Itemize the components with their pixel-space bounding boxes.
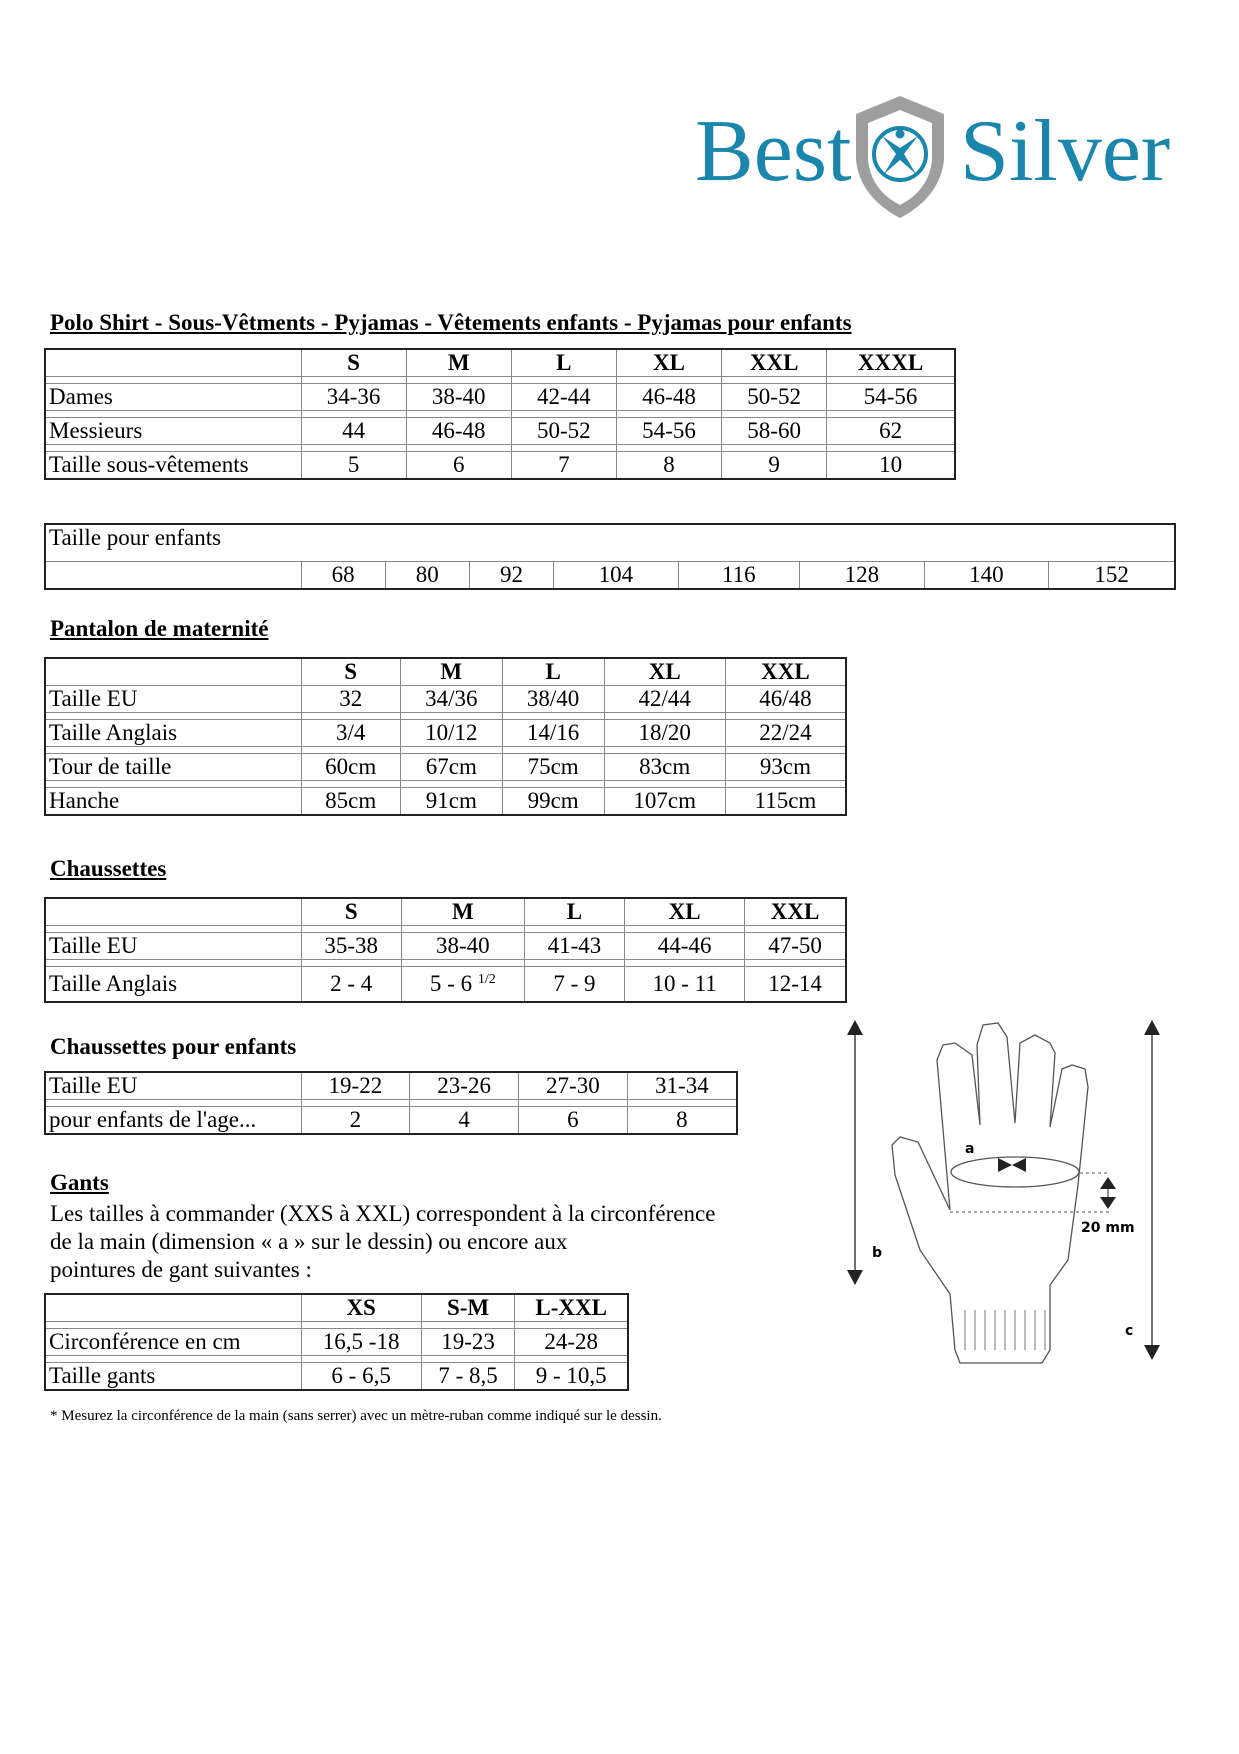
table-cell: 104 <box>554 562 679 590</box>
size-header: XL <box>625 898 745 926</box>
table-cell: 67cm <box>400 754 502 781</box>
table-cell: 140 <box>924 562 1049 590</box>
table-cell: 54-56 <box>827 384 955 411</box>
table-row <box>45 1072 737 1100</box>
table-row <box>45 418 955 445</box>
table-cell: 42/44 <box>604 686 725 713</box>
table-cell: 47-50 <box>745 933 846 960</box>
table-cell: 9 <box>722 452 827 480</box>
row-label: Hanche <box>45 788 301 816</box>
maternity-section-title: Pantalon de maternité <box>50 616 269 641</box>
table-header-row <box>45 349 955 377</box>
size-header: XL <box>616 349 721 377</box>
table-cell: 27-30 <box>519 1072 628 1100</box>
table-cell: 2 <box>301 1107 410 1135</box>
table-cell: 23-26 <box>410 1072 519 1100</box>
dimension-a-label: a <box>965 1141 975 1157</box>
table-row <box>45 686 846 713</box>
gloves-footnote: * Mesurez la circonférence de la main (sans serrer) avec un mètre-ruban comme indiqué sur le dessin. <box>50 1408 662 1424</box>
table-header-row <box>45 1294 628 1322</box>
table-cell: 85cm <box>301 788 400 816</box>
row-label: Circonférence en cm <box>45 1329 301 1356</box>
size-header: S <box>301 898 401 926</box>
gloves-section-title: Gants <box>50 1170 109 1195</box>
table-cell: 35-38 <box>301 933 401 960</box>
table-cell: 19-22 <box>301 1072 410 1100</box>
table-header-row <box>45 898 846 926</box>
table-cell: 107cm <box>604 788 725 816</box>
table-cell: 38-40 <box>401 933 524 960</box>
row-label: Taille EU <box>45 1072 301 1100</box>
table-cell: 32 <box>301 686 400 713</box>
size-header: L <box>511 349 616 377</box>
table-cell: 60cm <box>301 754 400 781</box>
shield-icon <box>850 92 950 222</box>
size-header: L-XXL <box>515 1294 628 1322</box>
corner-cell <box>45 349 301 377</box>
table-cell: 75cm <box>502 754 604 781</box>
table-cell: 2 - 4 <box>301 967 401 1003</box>
table-row <box>45 452 955 480</box>
table-row <box>45 754 846 781</box>
table-cell: 10 <box>827 452 955 480</box>
size-header: XS <box>301 1294 421 1322</box>
table-row <box>45 384 955 411</box>
glove-outline-icon <box>892 1023 1088 1363</box>
table-cell: 3/4 <box>301 720 400 747</box>
row-label: Taille EU <box>45 686 301 713</box>
row-label: Taille Anglais <box>45 967 301 1003</box>
table-row <box>45 788 846 816</box>
table-cell: 50-52 <box>511 418 616 445</box>
polo-size-table <box>44 348 956 480</box>
table-cell: 10/12 <box>400 720 502 747</box>
gloves-description <box>50 1200 850 1284</box>
table-cell: 22/24 <box>725 720 846 747</box>
size-header: S <box>301 349 406 377</box>
size-header: XXL <box>725 658 846 686</box>
table-cell: 19-23 <box>421 1329 515 1356</box>
table-row <box>45 967 846 1003</box>
table-cell: 34-36 <box>301 384 406 411</box>
size-header: XXXL <box>827 349 955 377</box>
table-cell: 92 <box>469 562 553 590</box>
row-label: Dames <box>45 384 301 411</box>
table-cell: 6 - 6,5 <box>301 1363 421 1391</box>
size-header: M <box>406 349 511 377</box>
row-label: Taille EU <box>45 933 301 960</box>
table-cell: 14/16 <box>502 720 604 747</box>
table-row <box>45 1329 628 1356</box>
table-cell: 91cm <box>400 788 502 816</box>
table-cell: 38-40 <box>406 384 511 411</box>
maternity-size-table <box>44 657 847 816</box>
table-cell: 8 <box>616 452 721 480</box>
row-label: pour enfants de l'age... <box>45 1107 301 1135</box>
kids-socks-section-title: Chaussettes pour enfants <box>50 1034 297 1059</box>
size-header: S-M <box>421 1294 515 1322</box>
kids-socks-size-table <box>44 1071 738 1135</box>
table-cell: 58-60 <box>722 418 827 445</box>
table-row <box>45 562 1175 590</box>
table-cell: 83cm <box>604 754 725 781</box>
fraction-superscript: 1/2 <box>477 972 496 987</box>
table-cell: 7 <box>511 452 616 480</box>
size-header: L <box>524 898 624 926</box>
table-cell: 46/48 <box>725 686 846 713</box>
offset-label: 20 mm <box>1081 1220 1135 1236</box>
table-row <box>45 720 846 747</box>
row-label: Taille gants <box>45 1363 301 1391</box>
table-cell: 128 <box>800 562 925 590</box>
description-line: Les tailles à commander (XXS à XXL) correspondent à la circonférence <box>50 1201 716 1226</box>
description-line: de la main (dimension « a » sur le dessin) ou encore aux <box>50 1229 568 1254</box>
row-label: Tour de taille <box>45 754 301 781</box>
dimension-b-label: b <box>872 1245 883 1261</box>
table-cell: 4 <box>410 1107 519 1135</box>
arrow-icons <box>847 1020 1160 1360</box>
size-header: M <box>401 898 524 926</box>
table-cell-text: 5 - 6 <box>429 971 473 996</box>
table-cell: 18/20 <box>604 720 725 747</box>
table-cell: 31-34 <box>627 1072 737 1100</box>
glove-measurement-diagram <box>840 1005 1180 1385</box>
table-cell: 8 <box>627 1107 737 1135</box>
table-cell: 152 <box>1049 562 1175 590</box>
size-header: XXL <box>745 898 846 926</box>
polo-section-title: Polo Shirt - Sous-Vêtments - Pyjamas - Vêtements enfants - Pyjamas pour enfants <box>50 310 852 335</box>
table-cell: 7 - 8,5 <box>421 1363 515 1391</box>
row-label: Taille pour enfants <box>49 525 222 550</box>
table-cell: 6 <box>519 1107 628 1135</box>
table-cell: 68 <box>301 562 385 590</box>
socks-size-table <box>44 897 847 1003</box>
measure-guide-lines <box>950 1173 1110 1212</box>
table-cell: 9 - 10,5 <box>515 1363 628 1391</box>
row-label: Messieurs <box>45 418 301 445</box>
table-cell: 46-48 <box>616 384 721 411</box>
gloves-size-table <box>44 1293 629 1391</box>
table-cell: 46-48 <box>406 418 511 445</box>
size-header: L <box>502 658 604 686</box>
table-cell: 41-43 <box>524 933 624 960</box>
size-header: XL <box>604 658 725 686</box>
brand-logo <box>695 92 1175 227</box>
table-cell: 93cm <box>725 754 846 781</box>
row-label: Taille Anglais <box>45 720 301 747</box>
table-row <box>45 1107 737 1135</box>
table-cell: 16,5 -18 <box>301 1329 421 1356</box>
table-cell: 34/36 <box>400 686 502 713</box>
brand-name-right: Silver <box>960 103 1171 200</box>
size-header: M <box>400 658 502 686</box>
table-cell: 12-14 <box>745 967 846 1003</box>
table-header-row <box>45 658 846 686</box>
table-cell: 54-56 <box>616 418 721 445</box>
socks-section-title: Chaussettes <box>50 856 167 881</box>
table-cell: 5 <box>301 452 406 480</box>
size-header: XXL <box>722 349 827 377</box>
table-cell: 42-44 <box>511 384 616 411</box>
table-cell: 10 - 11 <box>625 967 745 1003</box>
table-row <box>45 933 846 960</box>
table-cell: 99cm <box>502 788 604 816</box>
brand-name-left: Best <box>695 103 852 200</box>
table-cell: 24-28 <box>515 1329 628 1356</box>
kids-size-table <box>44 523 1176 590</box>
dimension-c-label: c <box>1125 1323 1134 1339</box>
table-row <box>45 524 1175 562</box>
table-cell: 44-46 <box>625 933 745 960</box>
table-cell <box>401 967 524 1003</box>
size-header: S <box>301 658 400 686</box>
table-cell: 115cm <box>725 788 846 816</box>
description-line: pointures de gant suivantes : <box>50 1257 312 1282</box>
table-cell: 6 <box>406 452 511 480</box>
table-cell: 50-52 <box>722 384 827 411</box>
table-cell: 38/40 <box>502 686 604 713</box>
table-cell: 116 <box>678 562 800 590</box>
row-label: Taille sous-vêtements <box>45 452 301 480</box>
table-cell: 44 <box>301 418 406 445</box>
table-row <box>45 1363 628 1391</box>
table-cell: 80 <box>385 562 469 590</box>
table-cell: 7 - 9 <box>524 967 624 1003</box>
table-cell: 62 <box>827 418 955 445</box>
